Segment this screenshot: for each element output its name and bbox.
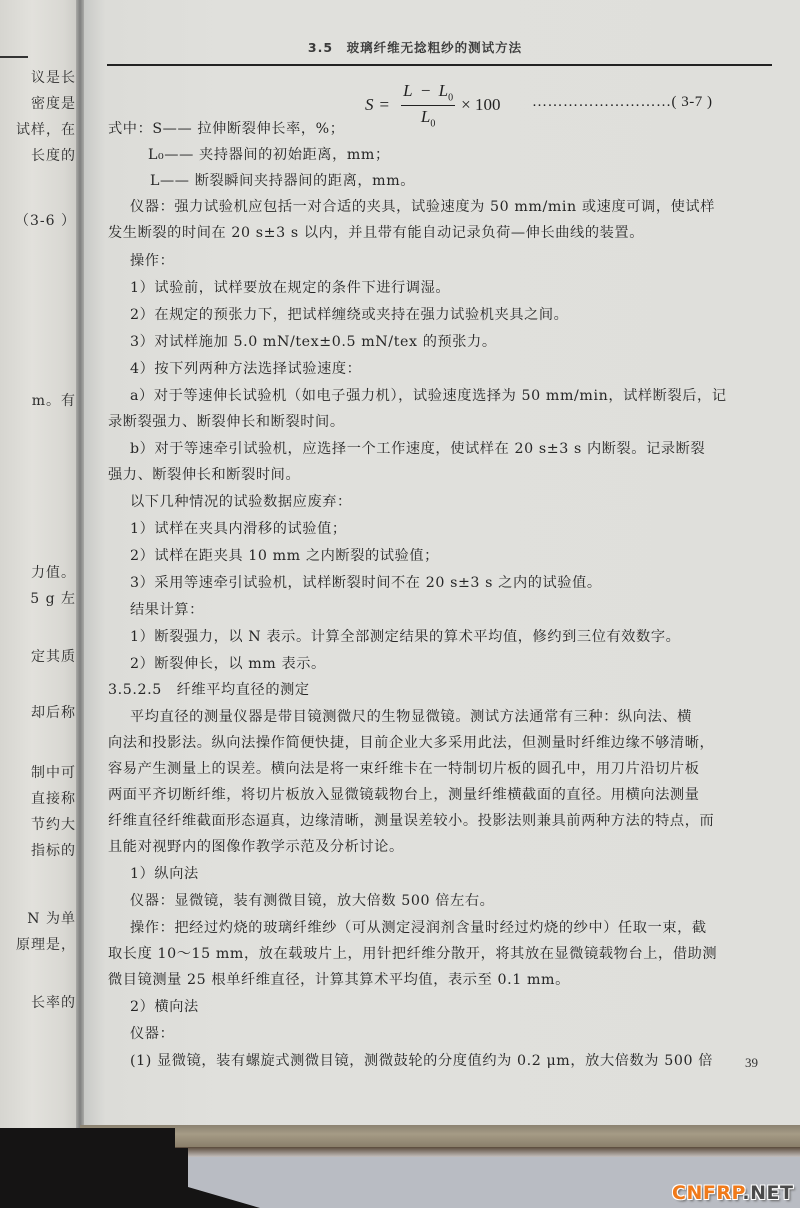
formula-numerator [401, 81, 455, 105]
left-page-fragment: 定其质 [31, 649, 76, 665]
numerator-L: L [403, 81, 413, 101]
running-head: 3.5 玻璃纤维无捻粗纱的测试方法 [307, 40, 523, 55]
left-page-fragment: 直接称 [31, 791, 76, 807]
text-line: 4）按下列两种方法选择试验速度： [130, 361, 362, 377]
text-line: 式中：S—— 拉伸断裂伸长率，%； [108, 121, 345, 137]
denominator-sub0: 0 [430, 117, 436, 129]
formula-times-100: × 100 [461, 95, 501, 114]
equation-number: ………………………( 3-7 ) [532, 94, 713, 110]
text-line: 仪器： [130, 1026, 175, 1042]
left-page-fragment: 长率的 [31, 995, 76, 1011]
left-page-fragment: N 为单 [27, 911, 76, 927]
text-line: 操作： [130, 253, 175, 269]
left-page-fragment: 制中可 [31, 765, 76, 781]
text-line: 操作：把经过灼烧的玻璃纤维纱（可从测定浸润剂含量时经过灼烧的纱中）任取一束，截 [130, 920, 707, 936]
formula-fraction [401, 81, 455, 129]
text-line: 向法和投影法。纵向法操作简便快捷，目前企业大多采用此法，但测量时纤维边缘不够清晰， [108, 735, 715, 751]
left-page-fragment: 议是长 [31, 70, 76, 86]
left-page-fragment: 密度是 [31, 96, 76, 112]
text-line: 微目镜测量 25 根单纤维直径，计算其算术平均值，表示至 0.1 mm。 [108, 972, 570, 988]
text-line: 1）试样在夹具内滑移的试验值； [130, 521, 347, 537]
header-rule [107, 64, 772, 66]
left-page-fragment: 指标的 [31, 843, 76, 859]
left-page-fragment: 原理是， [16, 937, 76, 953]
left-page-header-rule [0, 56, 28, 58]
page-stack-edge [80, 1125, 800, 1147]
watermark-logo [672, 1182, 793, 1204]
text-line: L₀—— 夹持器间的初始距离，mm； [148, 147, 390, 163]
text-line: 录断裂强力、断裂伸长和断裂时间。 [108, 414, 345, 430]
text-line: 3）对试样施加 5.0 mN/tex±0.5 mN/tex 的预张力。 [130, 334, 497, 350]
left-page [0, 0, 80, 1128]
text-line: a）对于等速伸长试验机（如电子强力机），试验速度选择为 50 mm/min，试样断裂后，记 [130, 388, 727, 404]
left-page-fragment: 5 g 左 [30, 591, 76, 607]
text-line: 2）横向法 [130, 999, 199, 1015]
text-line: 发生断裂的时间在 20 s±3 s 以内，并且带有能自动记录负荷—伸长曲线的装置。 [108, 225, 644, 241]
formula-denominator [421, 106, 435, 129]
text-line: 1）断裂强力，以 N 表示。计算全部测定结果的算术平均值，修约到三位有效数字。 [130, 629, 681, 645]
watermark-part2: .NET [742, 1182, 794, 1204]
left-page-fragment: m。有 [31, 393, 76, 409]
left-page-fragment: 试样，在 [16, 122, 76, 138]
text-line: 取长度 10～15 mm，放在载玻片上，用针把纤维分散开，将其放在显微镜载物台上，借助测 [108, 946, 718, 962]
formula-3-7 [365, 80, 500, 130]
left-page-fragment: 长度的 [31, 148, 76, 164]
text-line: 强力、断裂伸长和断裂时间。 [108, 467, 301, 483]
page-number: 39 [745, 1055, 758, 1070]
text-line: 3.5.2.5 纤维平均直径的测定 [108, 682, 310, 698]
text-line: 2）试样在距夹具 10 mm 之内断裂的试验值； [130, 548, 439, 564]
formula-lhs: S [365, 95, 374, 114]
text-line: 3）采用等速牵引试验机，试样断裂时间不在 20 s±3 s 之内的试验值。 [130, 575, 602, 591]
text-line: 以下几种情况的试验数据应废弃： [130, 494, 352, 510]
text-line: 1）纵向法 [130, 866, 199, 882]
left-page-fragment: （3-6 ） [15, 213, 76, 229]
text-line: L—— 断裂瞬间夹持器间的距离，mm。 [150, 173, 416, 189]
text-line: (1) 显微镜，装有螺旋式测微目镜，测微鼓轮的分度值约为 0.2 μm，放大倍数为 500 倍 [130, 1053, 713, 1069]
text-line: 2）在规定的预张力下，把试样缠绕或夹持在强力试验机夹具之间。 [130, 307, 569, 323]
denominator-L0: L [420, 106, 431, 126]
scanner-background-wedge [170, 1148, 260, 1208]
scanner-background-dark [0, 1128, 175, 1208]
text-line: 结果计算： [130, 602, 204, 618]
watermark-part1: CNFRP [672, 1182, 743, 1204]
text-line: 纤维直径纤维截面形态逼真，边缘清晰，测量误差较小。投影法则兼具前两种方法的特点，而 [108, 813, 715, 829]
text-line: b）对于等速牵引试验机，应选择一个工作速度，使试样在 20 s±3 s 内断裂。记录断裂 [130, 441, 706, 457]
formula-equals: = [379, 95, 390, 114]
numerator-L0: L [438, 81, 449, 101]
numerator-sub0: 0 [448, 92, 454, 104]
text-line: 容易产生测量上的误差。横向法是将一束纤维卡在一特制切片板的圆孔中，用刀片沿切片板 [108, 761, 700, 777]
left-page-fragment: 节约大 [31, 817, 76, 833]
left-page-fragment: 力值。 [31, 565, 76, 581]
text-line: 且能对视野内的图像作教学示范及分析讨论。 [108, 839, 404, 855]
text-line: 2）断裂伸长，以 mm 表示。 [130, 656, 326, 672]
text-line: 平均直径的测量仪器是带目镜测微尺的生物显微镜。测试方法通常有三种：纵向法、横 [130, 709, 692, 725]
text-line: 仪器：强力试验机应包括一对合适的夹具，试验速度为 50 mm/min 或速度可调，使试样 [130, 199, 715, 215]
left-page-fragment: 却后称 [31, 705, 76, 721]
numerator-minus: − [420, 81, 431, 101]
text-line: 两面平齐切断纤维，将切片板放入显微镜载物台上，测量纤维横截面的直径。用横向法测量 [108, 787, 700, 803]
text-line: 仪器：显微镜，装有测微目镜，放大倍数 500 倍左右。 [130, 893, 495, 909]
text-line: 1）试验前，试样要放在规定的条件下进行调湿。 [130, 280, 451, 296]
